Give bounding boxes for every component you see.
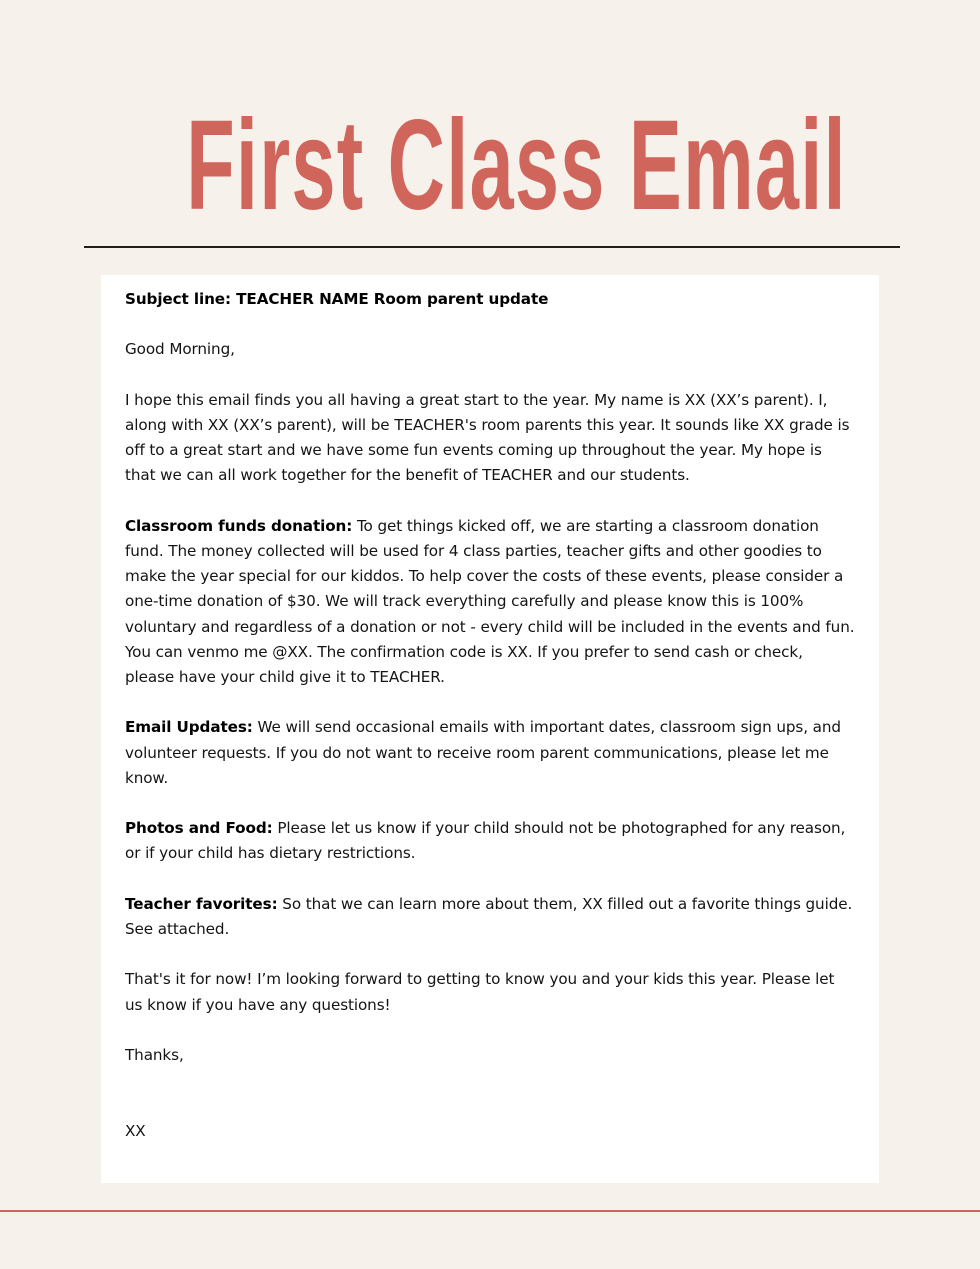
subject-line-text: Subject line: TEACHER NAME Room parent update bbox=[125, 290, 549, 308]
footer-divider bbox=[0, 1210, 980, 1212]
closing-paragraph: That's it for now! I’m looking forward to getting to know you and your kids this year. Please let us know if you have any questions! bbox=[125, 970, 835, 1014]
section-heading: Email Updates: bbox=[125, 718, 253, 737]
intro-paragraph: I hope this email finds you all having a great start to the year. My name is XX (XX’s parent). I, along with XX (XX’s parent), will be TEACHER's room parents this year. It sounds like XX grade is off to a great start and we have some fun events coming up throughout the year. My hope is that we can all work together for the benefit of TEACHER and our students. bbox=[125, 390, 850, 485]
section-heading: Classroom funds donation: bbox=[125, 516, 353, 535]
section-text: So that we can learn more about them, XX filled out a favorite things guide. See attached. bbox=[125, 894, 853, 938]
section-classroom-funds bbox=[125, 514, 855, 690]
section-text: To get things kicked off, we are starting a classroom donation fund. The money collected will be used for 4 class parties, teacher gifts and other goodies to make the year special for our kiddos. To help cover the costs of these events, please consider a one-time donation of $30. We will track everything carefully and please know this is 100% voluntary and regardless of a donation or not - every child will be included in the events and fun. You can venmo me @XX. The confirmation code is XX. If you prefer to send cash or check, please have your child give it to TEACHER. bbox=[125, 516, 855, 686]
section-heading: Photos and Food: bbox=[125, 819, 273, 838]
section-photos-food bbox=[125, 816, 855, 866]
section-email-updates bbox=[125, 715, 855, 791]
subject-line bbox=[125, 287, 855, 312]
section-teacher-favorites bbox=[125, 892, 855, 942]
page-title: First Class Email bbox=[186, 94, 847, 237]
signoff: Thanks, bbox=[125, 1045, 184, 1064]
section-heading: Teacher favorites: bbox=[125, 894, 278, 913]
section-text: Please let us know if your child should not be photographed for any reason, or if your child has dietary restrictions. bbox=[125, 819, 846, 863]
signature: XX bbox=[125, 1121, 146, 1140]
title-divider bbox=[84, 246, 900, 248]
greeting: Good Morning, bbox=[125, 340, 235, 359]
email-body bbox=[125, 287, 855, 1144]
section-text: We will send occasional emails with important dates, classroom sign ups, and volunteer requests. If you do not want to receive room parent communications, please let me know. bbox=[125, 718, 841, 787]
email-card bbox=[101, 275, 879, 1183]
